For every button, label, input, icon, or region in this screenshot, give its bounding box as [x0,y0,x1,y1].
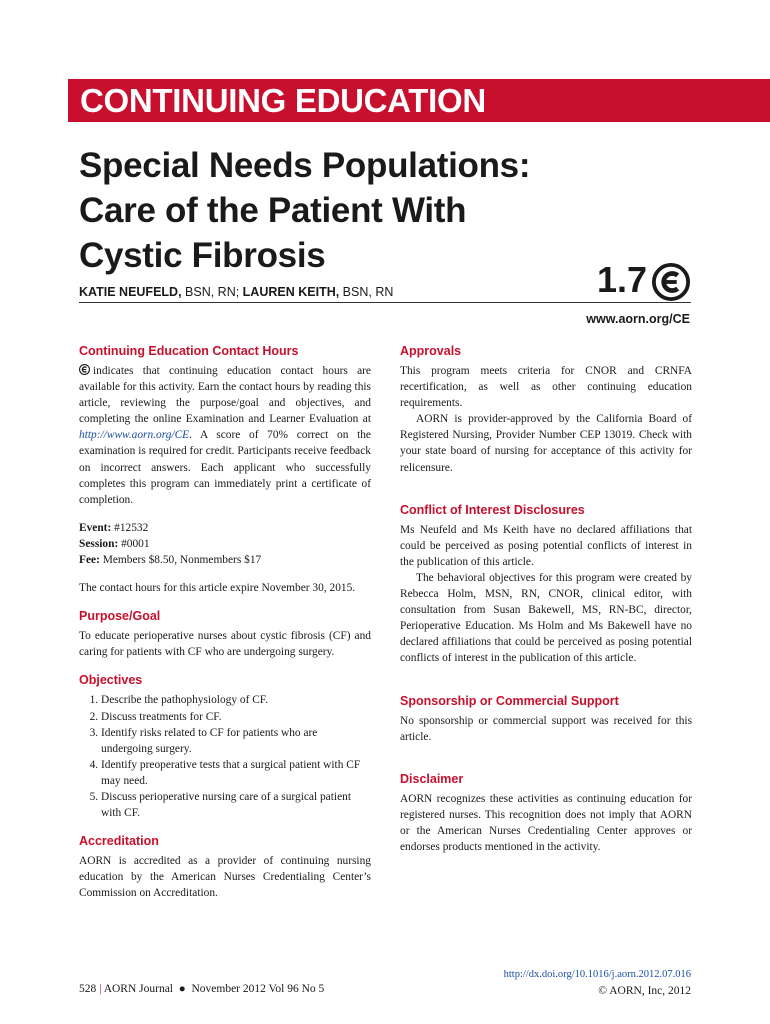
article-title [79,143,599,278]
title-line: Care of the Patient With [79,191,467,230]
footer-doi-block [504,966,691,1000]
objective-item: 2. Discuss treatments for CF. [101,709,371,725]
fee-label: Fee: [79,554,100,567]
approvals-text-1: This program meets criteria for CNOR and CRNFA recertification, as well as other continuing education requirements. [400,365,692,410]
session-label: Session: [79,537,119,550]
objective-item: 5. Discuss perioperative nursing care of a surgical patient with CF. [101,789,371,821]
session-value: #0001 [118,537,150,550]
disclaimer-text: AORN recognizes these activities as continuing education for registered nurses. This recognition does not imply that AORN or the American Nurses Credentialing Center approves or endorses products mentioned in the activity. [400,792,692,853]
objective-item: 1. Describe the pathophysiology of CF. [101,692,371,708]
contact-hours-text-pre: indicates that continuing education contact hours are available for this activity. Earn the contact hours by reading this article, reviewing the purpose/goal and objectives, and completing the online Examination and Learner Evaluation at [79,365,371,426]
ce-inline-icon [79,364,90,375]
expiration-text: The contact hours for this article expire November 30, 2015. [79,582,356,595]
title-line: Cystic Fibrosis [79,236,326,275]
conflict-heading: Conflict of Interest Disclosures [400,502,585,517]
copyright: © AORN, Inc, 2012 [598,985,691,997]
author-line [79,285,393,299]
conflict-text-1: Ms Neufeld and Ms Keith have no declared affiliations that could be perceived as posing potential conflicts of interest in the publication of this article. [400,523,692,568]
ce-link[interactable]: http://www.aorn.org/CE [79,429,190,442]
objective-item: 4. Identify preoperative tests that a surgical patient with CF may need. [101,757,371,789]
purpose-heading: Purpose/Goal [79,609,161,624]
accreditation-heading: Accreditation [79,834,159,849]
fee-value: Members $8.50, Nonmembers $17 [99,554,262,567]
contact-hours-text-post: . A score of 70% correct on the examination is required for credit. Participants receive feedback on incorrect answers. Each applicant who successfully completes this program can immediately print a certificate of completion. [79,429,371,506]
footer-journal-info [79,983,324,995]
author-credentials: BSN, RN; [181,285,240,299]
page-number: 528 [79,983,97,995]
approvals-heading: Approvals [400,344,462,358]
sponsorship-heading: Sponsorship or Commercial Support [400,693,619,708]
contact-hours-text [79,363,371,508]
ce-contact-hours-icon [652,263,690,301]
doi-link[interactable]: http://dx.doi.org/10.1016/j.aorn.2012.07.016 [503,969,691,980]
fee-line [79,552,371,568]
author-credentials: BSN, RN [339,285,394,299]
section-banner: CONTINUING EDUCATION [68,79,770,122]
accreditation-text: AORN is accredited as a provider of continuing nursing education by the American Nurses Credentialing Center’s Commission on Accreditation. [79,855,371,900]
right-column [400,343,692,855]
objective-item: 3. Identify risks related to CF for patients who are undergoing surgery. [101,725,371,757]
header-divider [79,302,691,303]
issue-info: November 2012 Vol 96 No 5 [191,983,325,995]
conflict-text-2: The behavioral objectives for this program were created by Rebecca Holm, MSN, RN, CNOR, clinical editor, with consultation from Susan Bakewell, MS, RN-BC, director, Perioperative Education. Ms Holm and Ms Bakewell have no declared affiliations that could be perceived as posing potential conflicts of interest in the publication of this article. [400,571,692,665]
purpose-text: To educate perioperative nurses about cystic fibrosis (CF) and caring for patients with CF who are undergoing surgery. [79,630,371,659]
contact-hours-value: 1.7 [597,259,648,300]
footer-separator: | [99,983,102,995]
left-column [79,343,371,901]
contact-hours-heading: Continuing Education Contact Hours [79,344,299,358]
event-value: #12532 [111,521,149,534]
title-line: Special Needs Populations: [79,146,531,185]
event-details [79,520,371,568]
author-name: LAUREN KEITH, [239,285,340,299]
approvals-text-2: AORN is provider-approved by the California Board of Registered Nursing, Provider Number CEP 13019. Check with your state board of nursing for acceptance of this activity for relicensure. [400,413,692,474]
disclaimer-heading: Disclaimer [400,771,464,786]
author-name: KATIE NEUFELD, [79,285,182,299]
event-line [79,520,371,536]
sponsorship-text: No sponsorship or commercial support was received for this article. [400,714,692,743]
ce-url[interactable]: www.aorn.org/CE [586,312,690,326]
bullet-icon: ● [178,983,186,995]
objectives-list [79,692,371,821]
event-label: Event: [79,521,112,534]
objectives-heading: Objectives [79,673,143,688]
session-line [79,536,371,552]
journal-name: AORN Journal [103,983,174,995]
